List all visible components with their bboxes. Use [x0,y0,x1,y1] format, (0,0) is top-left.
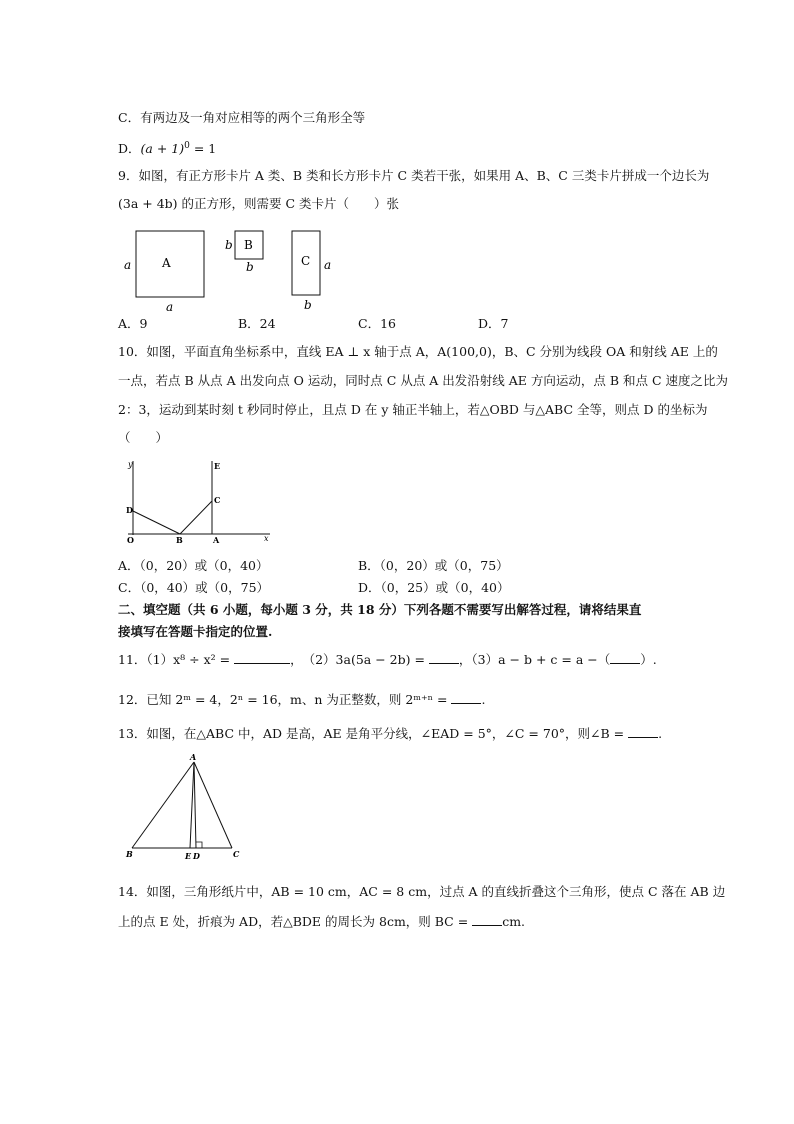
card-a-label: A [162,256,171,270]
label-a: A [213,535,220,545]
q13-blank [628,725,658,738]
q10-line2: 一点，若点 B 从点 A 出发向点 O 运动，同时点 C 从点 A 出发沿射线 AE 方向运动，点 B 和点 C 速度之比为 [118,373,729,388]
q11-part3: ，（3）a − b + c = a −（ [458,652,611,667]
q10-line1: 10．如图，平面直角坐标系中，直线 EA ⊥ x 轴于点 A，A(100,0)，B、C 分别为线段 OA 和射线 AE 上的 [118,344,718,359]
q10-line4: （ ） [118,430,169,445]
q11-blank2 [429,651,459,664]
q9-option-a: A．9 [118,316,148,331]
q9-option-b: B．24 [238,316,276,331]
q9-figure [118,225,348,315]
card-c-label: C [301,254,311,268]
altitude-ad [194,762,196,848]
q12-line [118,691,485,708]
q14-end: cm. [502,914,526,929]
q9-line2: (3a + 4b) 的正方形，则需要 C 类卡片（ ）张 [118,196,400,211]
q8-option-d-rhs: = 1 [189,141,217,157]
segment-db [133,511,180,534]
label-c: C [214,495,221,505]
q12-end: . [481,692,486,707]
side-ab [132,762,194,848]
label-o: O [127,535,134,545]
q9-option-c: C．16 [358,316,396,331]
q8-option-d-exp: 0 [184,141,190,151]
bisector-ae [190,762,194,848]
q14-line2 [118,913,525,930]
card-c-side-bottom: b [304,298,312,312]
q13-end: . [658,726,663,741]
card-b-side-bottom: b [246,260,254,274]
q12-text: 12．已知 2ᵐ = 4，2ⁿ = 16，m、n 为正整数，则 2ᵐ⁺ⁿ = [118,692,448,707]
q11-part1: 11．（1）x⁸ ÷ x² = [118,652,231,667]
side-ac [194,762,232,848]
q14-text: 上的点 E 处，折痕为 AD，若△BDE 的周长为 8cm，则 BC = [118,914,469,929]
label-x: x [264,534,269,543]
q11-part4: ）. [640,652,657,667]
label-y: y [128,460,133,469]
q10-line3: 2：3，运动到某时刻 t 秒同时停止，且点 D 在 y 轴正半轴上，若△OBD 与△ABC 全等，则点 D 的坐标为 [118,402,708,417]
label-d: D [126,505,133,515]
label-b: B [176,535,183,545]
card-a-side-bottom: a [166,300,174,314]
q10-option-b: B．（0，20）或（0，75） [358,558,509,573]
q8-option-c: C．有两边及一角对应相等的两个三角形全等 [118,110,366,125]
q9-line1: 9．如图，有正方形卡片 A 类、B 类和长方形卡片 C 类若干张，如果用 A、B、C 三类卡片拼成一个边长为 [118,168,710,183]
q12-blank [451,691,481,704]
q8-option-d-label: D． [118,141,141,157]
label-e: E [185,851,192,861]
label-a: A [190,752,197,762]
label-e: E [214,461,221,471]
segment-bc [180,501,212,534]
q11-blank3 [610,651,640,664]
q13-figure [118,752,248,862]
q14-line1: 14．如图，三角形纸片中，AB = 10 cm，AC = 8 cm，过点 A 的直线折叠这个三角形，使点 C 落在 AB 边 [118,884,726,899]
card-c-side-right: a [324,258,332,272]
label-b: B [126,849,133,859]
right-angle-mark [196,842,202,848]
label-c: C [233,849,240,859]
section-2-heading-line1: 二、填空题（共 6 小题，每小题 3 分，共 18 分）下列各题不需要写出解答过程，请将结果直 [118,602,642,617]
card-b-side-left: b [225,238,233,252]
q10-option-d: D．（0，25）或（0，40） [358,580,510,595]
q8-option-d [118,138,216,157]
q10-option-c: C．（0，40）或（0，75） [118,580,270,595]
q11-part2: ， （2）3a(5a − 2b) = [290,652,425,667]
q13-text: 13．如图，在△ABC 中，AD 是高，AE 是角平分线，∠EAD = 5°，∠C = 70°，则∠B = [118,726,625,741]
q8-option-d-expr: (a + 1) [140,141,185,157]
q10-figure [118,455,278,545]
q14-blank [472,913,502,926]
q13-line [118,725,662,742]
card-b-label: B [244,238,253,252]
label-d: D [193,851,200,861]
q11-line [118,651,657,668]
section-2-heading-line2: 接填写在答题卡指定的位置. [118,624,273,639]
q10-option-a: A．（0，20）或（0，40） [118,558,269,573]
card-a-side-left: a [124,258,132,272]
q11-blank1 [234,651,290,664]
q9-option-d: D．7 [478,316,509,331]
